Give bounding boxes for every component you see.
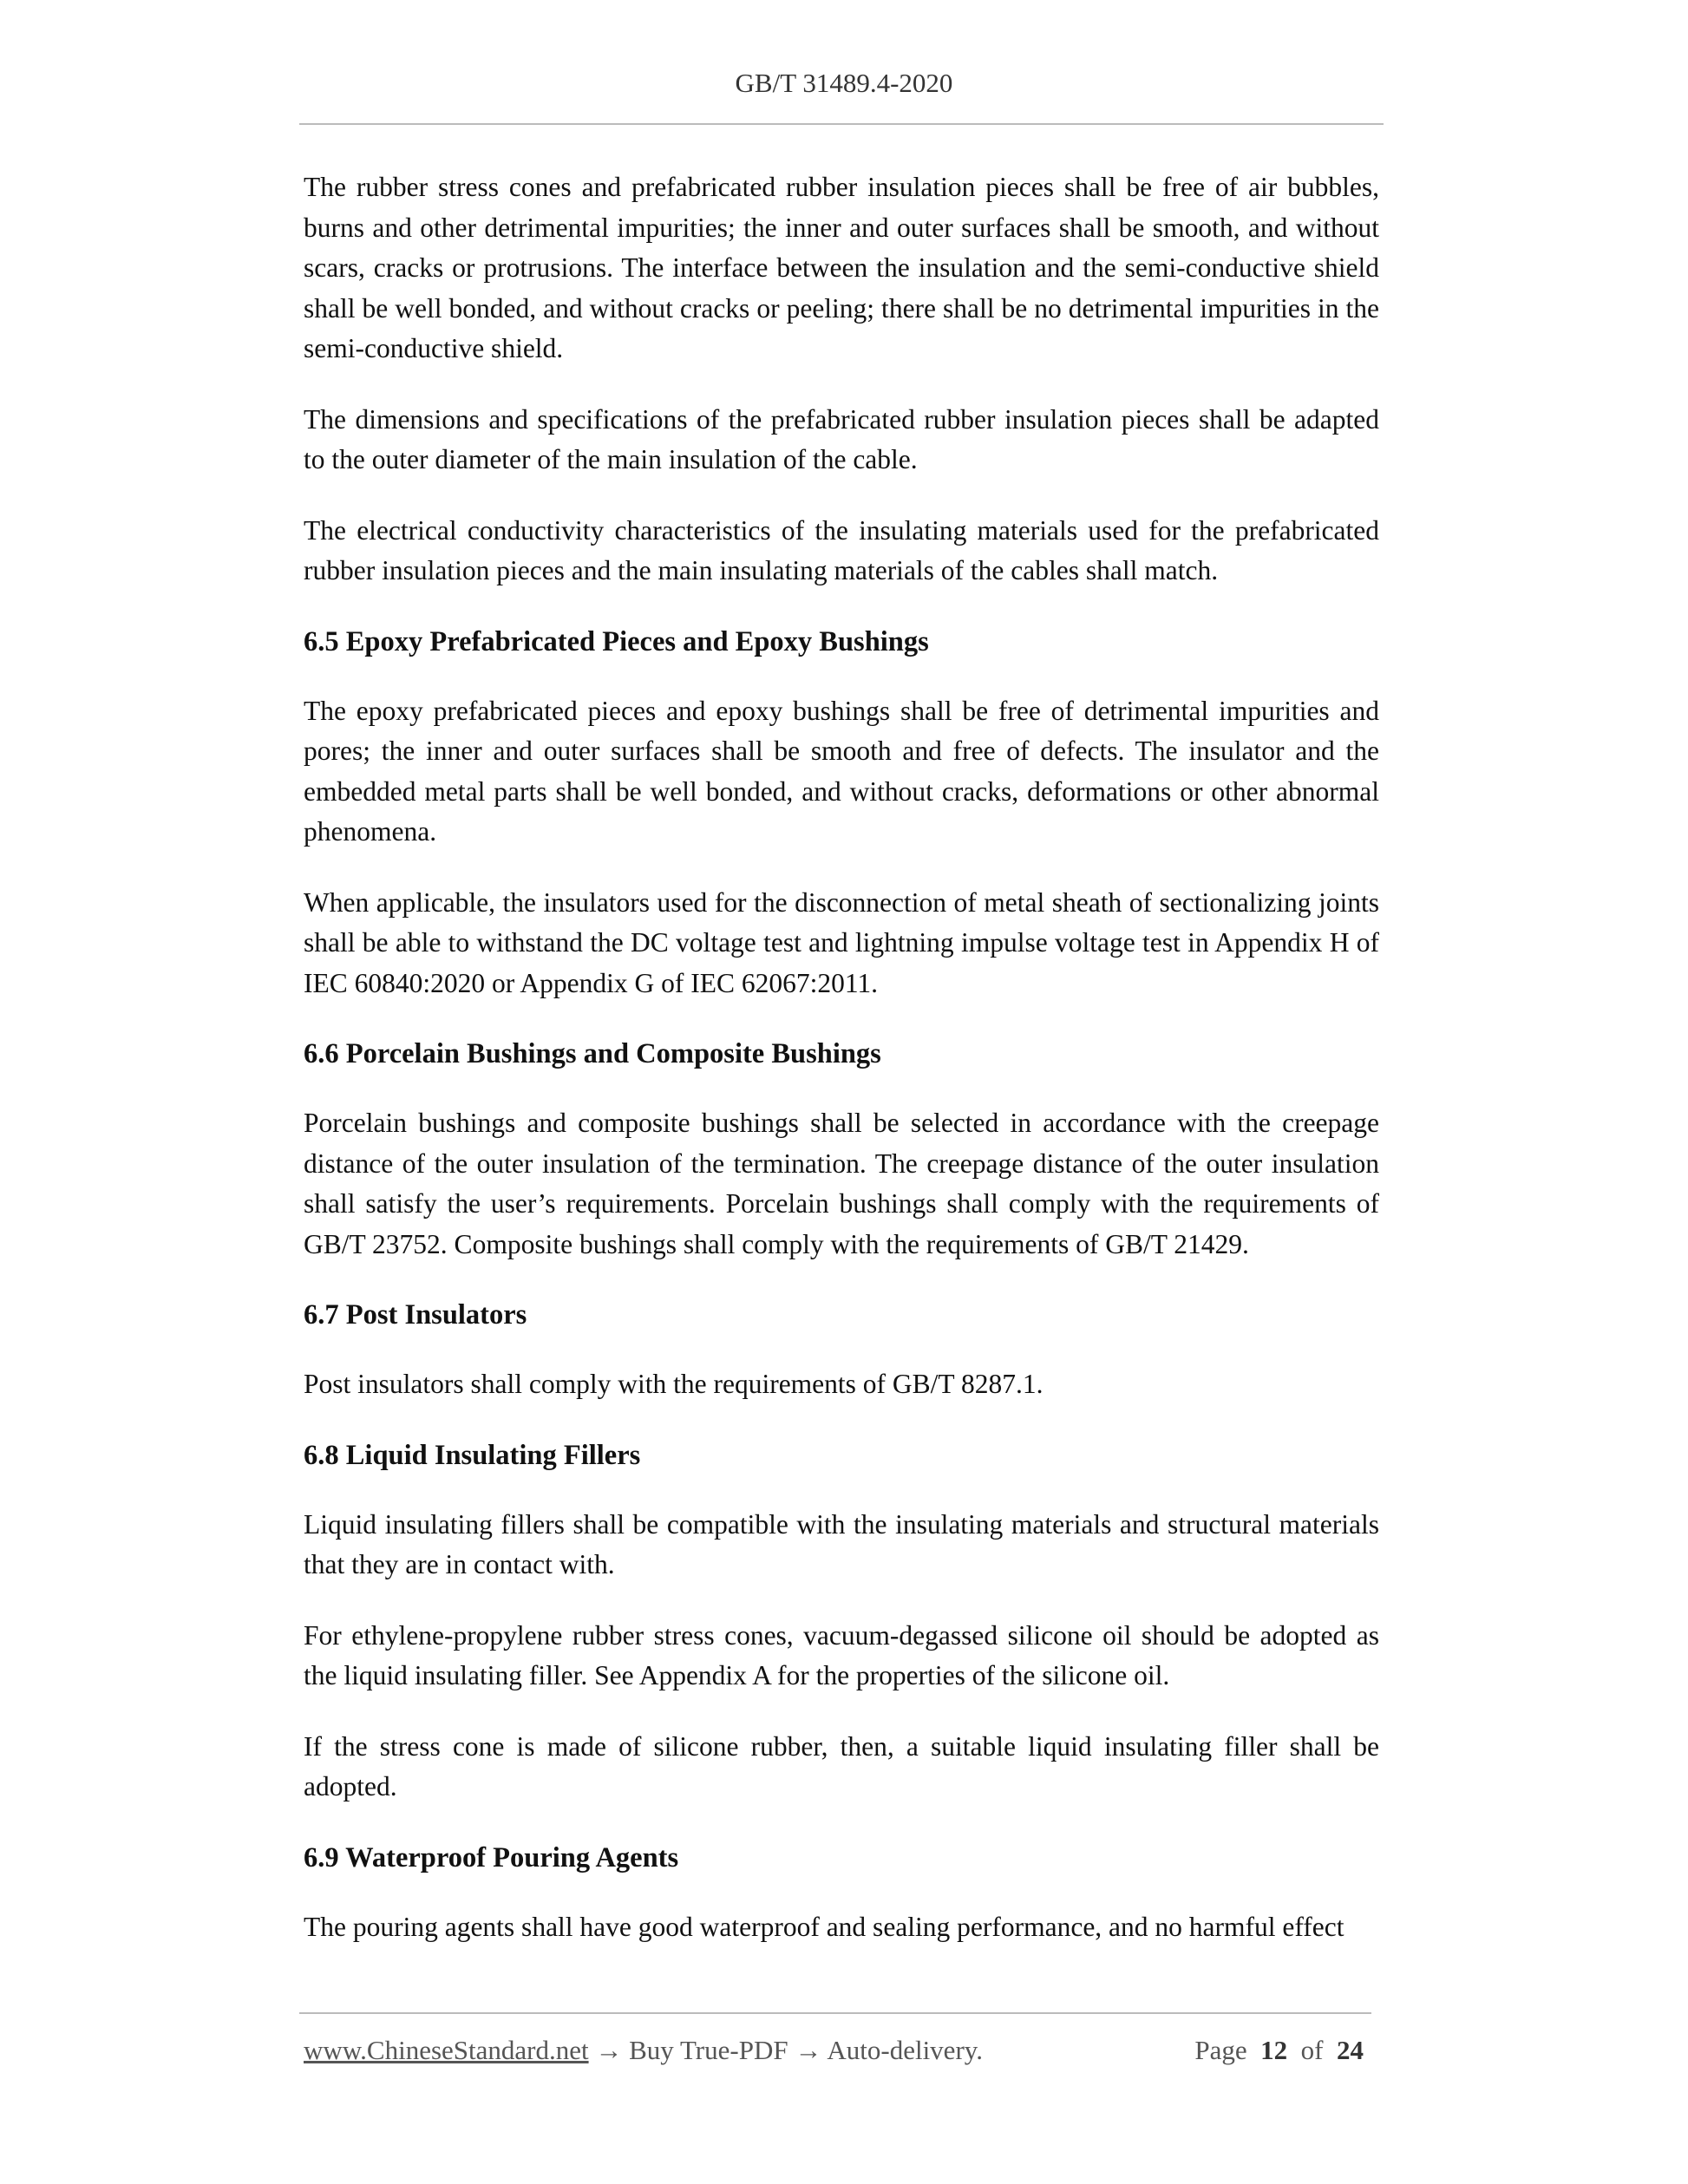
paragraph: If the stress cone is made of silicone rubber, then, a suitable liquid insulating filler shall be adopted. xyxy=(304,1730,1379,1801)
section-heading-6-5: 6.5 Epoxy Prefabricated Pieces and Epoxy Bushings xyxy=(304,625,929,657)
paragraph: When applicable, the insulators used for the disconnection of metal sheath of sectionalizing joints shall be able to withstand the DC voltage test and lightning impulse voltage test in Appendix H of IEC 60840:2020 or Appendix G of IEC 62067:2011. xyxy=(304,886,1379,998)
section-heading-6-8: 6.8 Liquid Insulating Fillers xyxy=(304,1439,641,1471)
paragraph: Liquid insulating fillers shall be compatible with the insulating materials and structural materials that they are in contact with. xyxy=(304,1508,1379,1579)
section-heading-6-9: 6.9 Waterproof Pouring Agents xyxy=(304,1841,679,1873)
footer-promo-text: → Buy True-PDF → Auto-delivery. xyxy=(588,2035,983,2065)
paragraph: Post insulators shall comply with the requirements of GB/T 8287.1. xyxy=(304,1369,1044,1399)
paragraph: The dimensions and specifications of the prefabricated rubber insulation pieces shall be adapted to the outer diameter of the main insulation of the cable. xyxy=(304,403,1379,474)
website-link[interactable]: www.ChineseStandard.net xyxy=(304,2035,589,2065)
section-heading-6-7: 6.7 Post Insulators xyxy=(304,1299,527,1331)
paragraph: The rubber stress cones and prefabricated rubber insulation pieces shall be free of air bubbles, burns and other detrimental impurities; the inner and outer surfaces shall be smooth, and without scars, cracks or protrusions. The interface between the insulation and the semi-conductive shield shall be well bonded, and without cracks or peeling; there shall be no detrimental impurities in the semi-conductive shield. xyxy=(304,172,1379,363)
header-divider xyxy=(299,123,1384,125)
paragraph: The epoxy prefabricated pieces and epoxy bushings shall be free of detrimental impurities and pores; the inner and outer surfaces shall be smooth and free of defects. The insulator and the embedded metal parts shall be well bonded, and without cracks, deformations or other abnormal phenomena. xyxy=(304,695,1379,847)
paragraph: For ethylene-propylene rubber stress cones, vacuum-degassed silicone oil should be adopted as the liquid insulating filler. See Appendix A for the properties of the silicone oil. xyxy=(304,1619,1379,1690)
page-current: 12 xyxy=(1260,2035,1288,2065)
paragraph: The pouring agents shall have good waterproof and sealing performance, and no harmful effect xyxy=(304,1911,1345,1942)
section-heading-6-6: 6.6 Porcelain Bushings and Composite Bushings xyxy=(304,1038,881,1069)
paragraph: The electrical conductivity characteristics of the insulating materials used for the prefabricated rubber insulation pieces and the main insulating materials of the cables shall match. xyxy=(304,514,1379,585)
footer-divider xyxy=(299,2012,1371,2014)
page-header-title: GB/T 31489.4-2020 xyxy=(735,68,953,98)
page-number xyxy=(1194,2035,1364,2066)
footer-promo xyxy=(304,2035,983,2066)
page-of-label: of xyxy=(1300,2035,1324,2065)
paragraph: Porcelain bushings and composite bushings shall be selected in accordance with the creepage distance of the outer insulation of the termination. The creepage distance of the outer insulation shall satisfy the user’s requirements. Porcelain bushings shall comply with the requirements of GB/T 23752. Composite bushings shall comply with the requirements of GB/T 21429. xyxy=(304,1108,1379,1259)
page-label: Page xyxy=(1194,2035,1247,2065)
document-body xyxy=(304,167,1379,1978)
page-total: 24 xyxy=(1337,2035,1364,2065)
